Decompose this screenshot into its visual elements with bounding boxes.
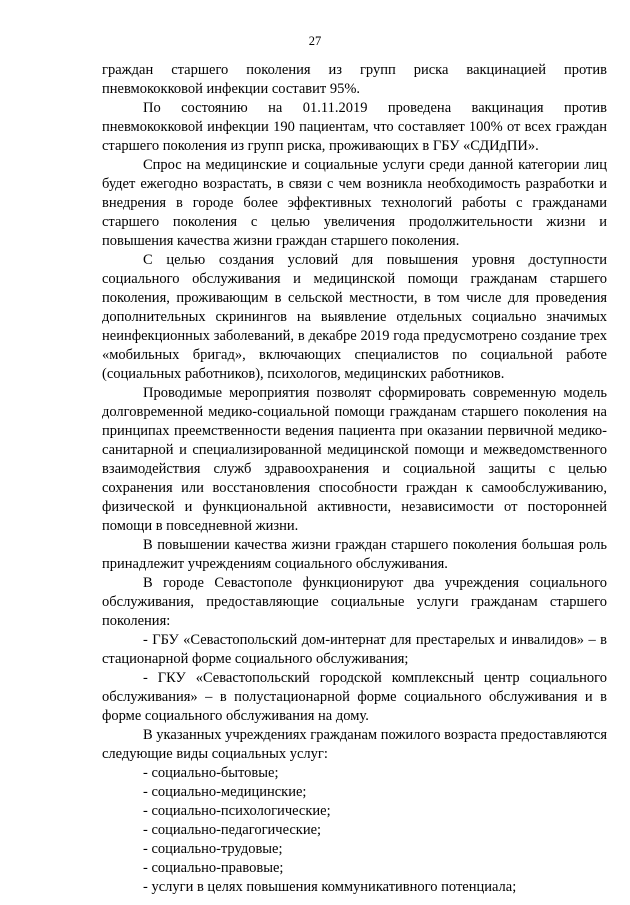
paragraph-services-intro: В указанных учреждениях гражданам пожилого возраста предоставляются следующие виды социальных услуг: [102,727,607,762]
list-item: - услуги в целях повышения коммуникативного потенциала; [143,879,517,895]
list-item: - социально-педагогические; [143,822,322,838]
list-item: - социально-правовые; [143,860,284,876]
paragraph-institution-gku: - ГКУ «Севастопольский городской комплексный центр социального обслуживания» – в полустационарной форме социального обслуживания и в форме социального обслуживания на дому. [102,670,607,724]
paragraph-institution-gbu: - ГБУ «Севастопольский дом-интернат для престарелых и инвалидов» – в стационарной форме социального обслуживания; [102,632,607,667]
document-body [102,61,607,897]
paragraph-vaccination-status: По состоянию на 01.11.2019 проведена вакцинация против пневмококковой инфекции 190 пациентам, что составляет 100% от всех граждан старшего поколения из групп риска, проживающих в ГБУ «СДИдПИ». [102,100,607,154]
list-item: - социально-трудовые; [143,841,283,857]
paragraph-care-model: Проводимые мероприятия позволят сформировать современную модель долговременной медико-социальной помощи гражданам старшего поколения на принципах преемственности ведения пациента при оказании первичной медико-санитарной и специализированной медицинской помощи и межведомственного взаимодействия служб здравоохранения и социальной защиты с целью сохранения или восстановления способности граждан к самообслуживанию, физической и функциональной активности, независимости от посторонней помощи в повседневной жизни. [102,385,607,534]
list-item: - социально-бытовые; [143,765,279,781]
paragraph-mobile-brigades: С целью создания условий для повышения уровня доступности социального обслуживания и медицинской помощи гражданам старшего поколения, проживающим в сельской местности, в том числе для проведения дополнительных скринингов на выявление отдельных социально значимых неинфекционных заболеваний, в декабре 2019 года предусмотрено создание трех «мобильных бригад», включающих специалистов по социальной работе (социальных работников), психологов, медицинских работников. [102,252,607,382]
paragraph-sevastopol-institutions: В городе Севастополе функционируют два учреждения социального обслуживания, предоставляющие социальные услуги гражданам старшего поколения: [102,575,607,629]
paragraph-social-institutions-role: В повышении качества жизни граждан старшего поколения большая роль принадлежит учреждениям социального обслуживания. [102,537,607,572]
list-item: - социально-психологические; [143,803,331,819]
paragraph-vaccination-target: граждан старшего поколения из групп риска вакцинацией против пневмококковой инфекции составит 95%. [102,62,607,97]
list-item: - социально-медицинские; [143,784,307,800]
page-number: 27 [308,34,322,48]
services-list [102,764,607,897]
paragraph-demand: Спрос на медицинские и социальные услуги среди данной категории лиц будет ежегодно возрастать, в связи с чем возникла необходимость разработки и внедрения в городе более эффективных технологий работы с гражданами старшего поколения с целью увеличения продолжительности жизни и повышения качества жизни граждан старшего поколения. [102,157,607,249]
